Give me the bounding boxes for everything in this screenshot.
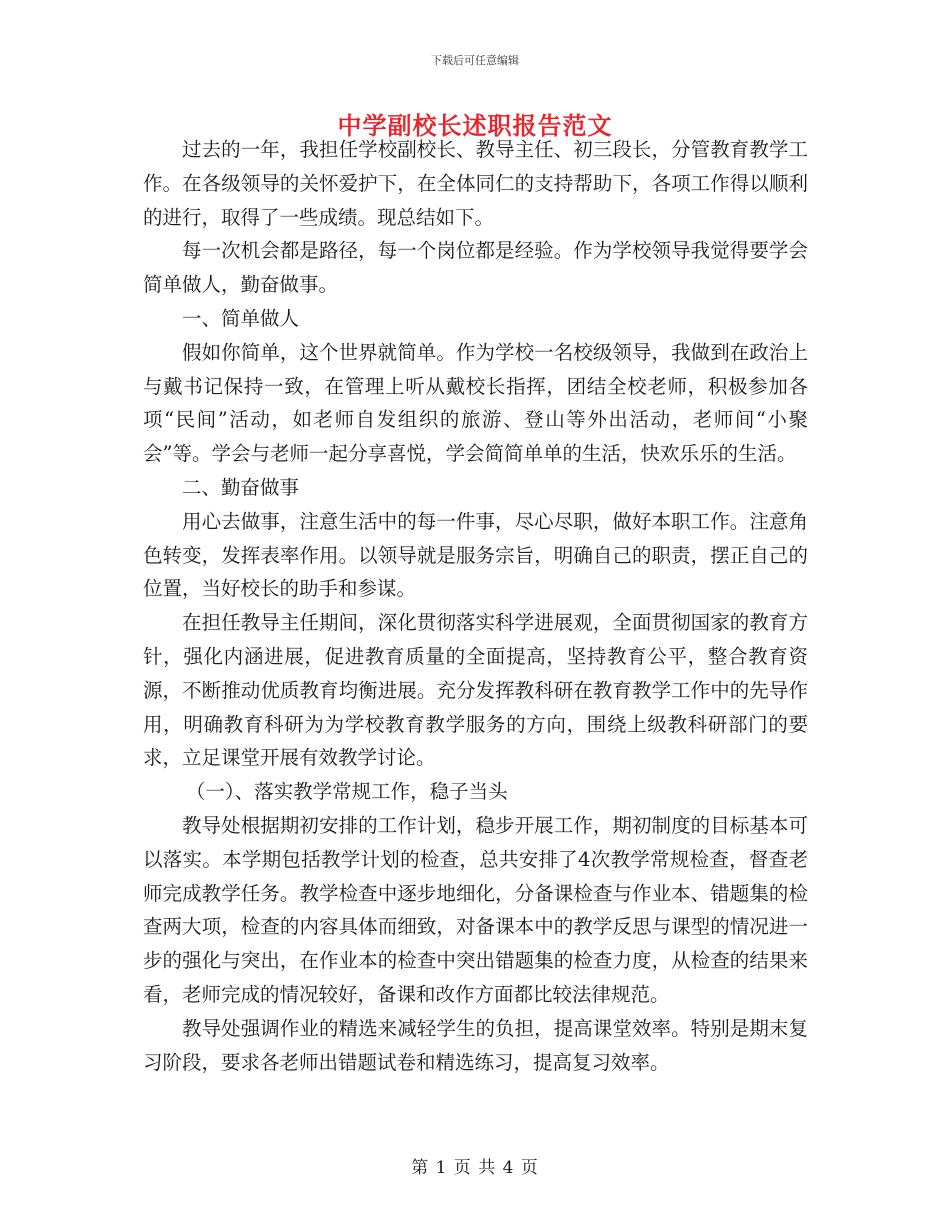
paragraph: 在担任教导主任期间，深化贯彻落实科学进展观，全面贯彻国家的教育方针，强化内涵进展，促进教育质量的全面提高，坚持教育公平，整合教育资源，不断推动优质教育均衡进展。充分发挥教科研在教育教学工作中的先导作用，明确教育科研为为学校教育教学服务的方向，围绕上级教科研部门的要求，立足课堂开展有效教学讨论。: [143, 611, 808, 770]
document-title: 中学副校长述职报告范文: [337, 111, 613, 140]
section-heading: 二、勤奋做事: [182, 475, 300, 499]
subsection-heading: （一）、落实教学常规工作，稳子当头: [185, 780, 508, 804]
paragraph: 用心去做事，注意生活中的每一件事，尽心尽职，做好本职工作。注意角色转变，发挥表率作用。以领导就是服务宗旨，明确自己的职责，摆正自己的位置，当好校长的助手和参谋。: [143, 509, 808, 601]
page-number: 第 1 页 共 4 页: [411, 1158, 539, 1178]
paragraph: 每一次机会都是路径，每一个岗位都是经验。作为学校领导我觉得要学会简单做人，勤奋做事。: [143, 239, 808, 297]
paragraph: 教导处强调作业的精选来减轻学生的负担，提高课堂效率。特别是期末复习阶段，要求各老师出错题试卷和精选练习，提高复习效率。: [143, 1016, 808, 1074]
paragraph: 过去的一年，我担任学校副校长、教导主任、初三段长，分管教育教学工作。在各级领导的关怀爱护下，在全体同仁的支持帮助下，各项工作得以顺利的进行，取得了一些成绩。现总结如下。: [143, 138, 808, 229]
document-body: [143, 133, 808, 1079]
paragraph: 假如你简单，这个世界就简单。作为学校一名校级领导，我做到在政治上与戴书记保持一致，在管理上听从戴校长指挥，团结全校老师，积极参加各项“民间”活动，如老师自发组织的旅游、登山等外出活动，老师间“小聚会”等。学会与老师一起分享喜悦，学会简简单单的生活，快欢乐乐的生活。: [143, 340, 808, 466]
paragraph: 教导处根据期初安排的工作计划，稳步开展工作，期初制度的目标基本可以落实。本学期包括教学计划的检查，总共安排了4次教学常规检查，督查老师完成教学任务。教学检查中逐步地细化，分备课检查与作业本、错题集的检查两大项，检查的内容具体而细致，对备课本中的教学反思与课型的情况进一步的强化与突出，在作业本的检查中突出错题集的检查力度，从检查的结果来看，老师完成的情况较好，备课和改作方面都比较法律规范。: [143, 813, 808, 1006]
header-note: 下载后可任意编辑: [431, 54, 519, 67]
section-heading: 一、简单做人: [182, 306, 300, 330]
